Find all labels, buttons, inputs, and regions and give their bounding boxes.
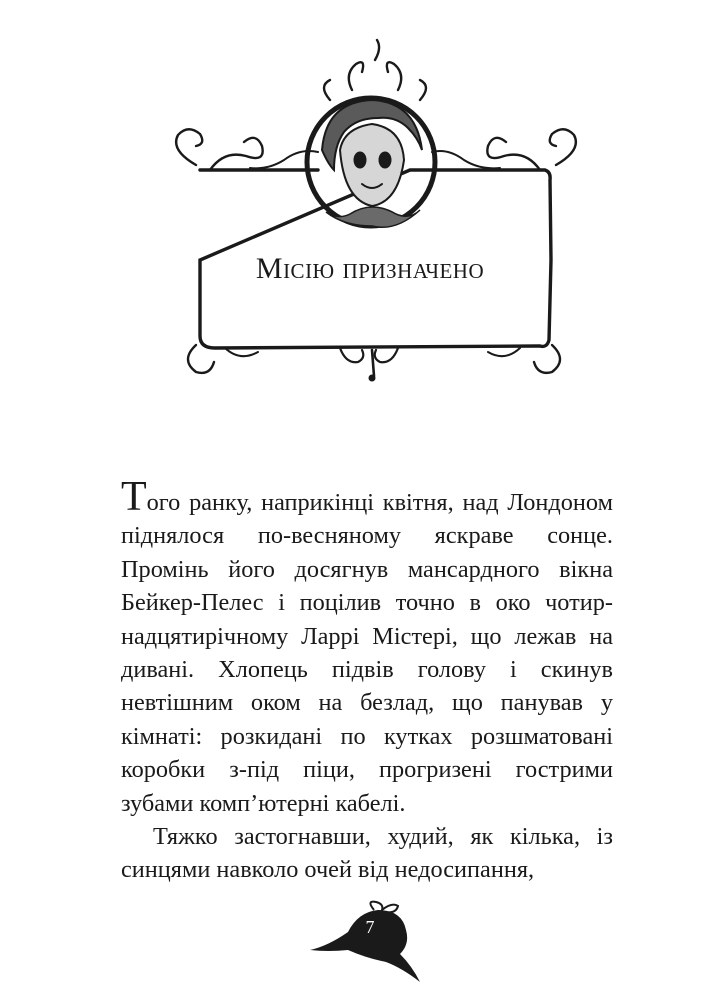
frame-crown <box>324 40 426 100</box>
frame-scroll-top-right <box>550 129 576 165</box>
girl-portrait-icon <box>322 100 422 227</box>
chapter-title-initial: М <box>255 252 284 285</box>
paragraph-1 <box>121 474 613 820</box>
chapter-body <box>121 474 613 887</box>
chapter-title-rest: ісію призначено <box>283 252 485 285</box>
frame-scroll-top-left <box>176 129 202 165</box>
detective-hat-icon <box>308 888 428 988</box>
paragraph-1-text: ого ранку, наприкінці квітня, над Лондоном піднялося по-весняному яскраве сонце. Промінь його досягнув мансардного вікна Бейкер-Пелес і поцілив точно в око чотирнадцятирічному Ларрі Містері, що лежав на дивані. Хлопець підвів голову і скинув невтішним оком на безлад, що панував у кімнаті: розкидані по кутках розшматовані коробки з-під піци, прогризені гострими зубами комп’ютерні кабелі. <box>121 489 613 817</box>
drop-cap: Т <box>121 474 147 520</box>
chapter-frame <box>0 0 728 400</box>
chapter-title <box>200 252 540 286</box>
paragraph-2: Тяжко застогнавши, худий, як кілька, із синцями навколо очей від недосипання, <box>121 823 613 884</box>
frame-scroll-bottom-right <box>534 345 560 373</box>
page-number: 7 <box>365 917 375 937</box>
